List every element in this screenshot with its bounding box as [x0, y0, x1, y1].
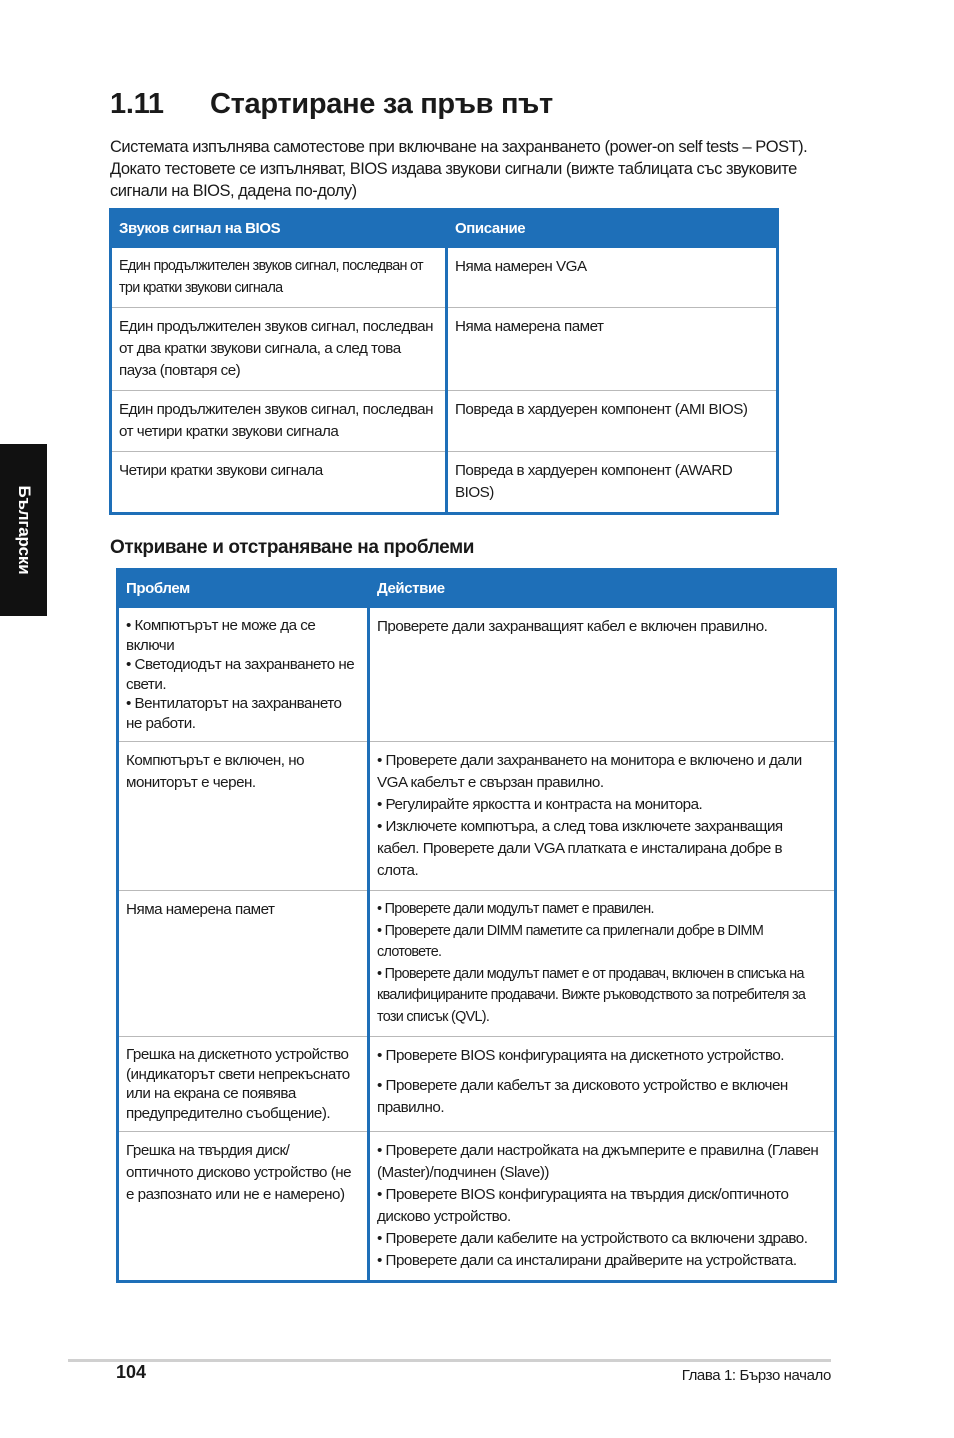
problem-line: Компютърът е включен, но мониторът е черен.	[126, 752, 305, 791]
action-line: • Проверете дали кабелът за дисковото устройство е включен правилно.	[377, 1077, 788, 1116]
action-line: • Проверете BIOS конфигурацията на твърдия диск/оптичното дисково устройство.	[377, 1186, 789, 1225]
action-line: • Проверете дали са инсталирани драйверите на устройствата.	[377, 1252, 797, 1269]
section-number: 1.11	[110, 88, 164, 120]
table-row	[118, 742, 836, 891]
problem-line: • Светодиодът на захранването не свети.	[126, 656, 355, 693]
action-line: • Проверете дали модулът памет е правилен.	[377, 901, 654, 917]
description-cell: Повреда в хардуерен компонент (AWARD BIOS)	[447, 452, 778, 514]
action-line: • Проверете дали настройката на джъмперите е правилна (Главен (Master)/подчинен (Slave))	[377, 1142, 819, 1181]
table-row	[111, 308, 778, 391]
table-header-row	[111, 210, 778, 247]
column-header-beep: Звуков сигнал на BIOS	[111, 210, 447, 247]
language-side-tab	[0, 444, 47, 616]
problem-line: Грешка на твърдия диск/ оптичното дисково устройство (не е разпознато или не е намерено)	[126, 1142, 352, 1203]
spacer	[377, 1067, 824, 1075]
action-line: • Проверете дали DIMM паметите са прилегнали добре в DIMM слотовете.	[377, 922, 764, 960]
action-cell	[369, 1132, 836, 1282]
action-line: Проверете дали захранващият кабел е включен правилно.	[377, 618, 768, 635]
action-line: • Изключете компютъра, а след това изключете захранващия кабел. Проверете дали VGA платката е инсталирана добре в слота.	[377, 818, 783, 879]
description-cell: Няма намерен VGA	[447, 247, 778, 308]
beep-cell: Четири кратки звукови сигнала	[111, 452, 447, 514]
action-line: • Регулирайте яркостта и контраста на монитора.	[377, 796, 703, 813]
column-header-action: Действие	[369, 570, 836, 607]
footer-divider	[68, 1359, 831, 1362]
action-line: • Проверете BIOS конфигурацията на дискетното устройство.	[377, 1047, 785, 1064]
column-header-description: Описание	[447, 210, 778, 247]
problem-cell	[118, 1037, 369, 1132]
page-number: 104	[116, 1362, 147, 1382]
action-line: • Проверете дали модулът памет е от продавач, включен в списъка на квалифицираните продавачи. Вижте ръководството за потребителя за този списък (QVL).	[377, 965, 806, 1025]
problem-line: • Вентилаторът на захранването не работи.	[126, 695, 342, 732]
table-row	[111, 391, 778, 452]
troubleshooting-table	[116, 568, 837, 1283]
column-header-problem: Проблем	[118, 570, 369, 607]
action-cell	[369, 891, 836, 1037]
table-row	[118, 891, 836, 1037]
section-heading	[110, 88, 553, 121]
table-row	[111, 247, 778, 308]
problem-cell	[118, 1132, 369, 1282]
problem-cell	[118, 607, 369, 742]
problem-line: Няма намерена памет	[126, 901, 275, 918]
table-row	[118, 607, 836, 742]
action-line: • Проверете дали кабелите на устройството са включени здраво.	[377, 1230, 808, 1247]
action-cell	[369, 1037, 836, 1132]
table-row	[111, 452, 778, 514]
section-title: Стартиране за пръв път	[210, 88, 553, 120]
problem-cell	[118, 891, 369, 1037]
beep-cell: Един продължителен звуков сигнал, последван от три кратки звукови сигнала	[111, 247, 447, 308]
action-cell	[369, 742, 836, 891]
problem-cell	[118, 742, 369, 891]
action-line: • Проверете дали захранването на монитора е включено и дали VGA кабелът е свързан правилно.	[377, 752, 802, 791]
beep-cell: Един продължителен звуков сигнал, последван от четири кратки звукови сигнала	[111, 391, 447, 452]
action-cell	[369, 607, 836, 742]
description-cell: Повреда в хардуерен компонент (AMI BIOS)	[447, 391, 778, 452]
table-row	[118, 1037, 836, 1132]
bios-beep-table	[109, 208, 779, 515]
troubleshooting-heading: Откриване и отстраняване на проблеми	[110, 537, 475, 558]
table-row	[118, 1132, 836, 1282]
problem-line: • Компютърът не може да се включи	[126, 617, 316, 654]
table-header-row	[118, 570, 836, 607]
description-cell: Няма намерена памет	[447, 308, 778, 391]
problem-line: Грешка на дискетното устройство (индикаторът свети непрекъснато или на екрана се появява предупредително съобщение).	[126, 1046, 350, 1122]
beep-cell: Един продължителен звуков сигнал, последван от два кратки звукови сигнала, а след това пауза (повтаря се)	[111, 308, 447, 391]
language-label: Български	[14, 485, 34, 575]
intro-paragraph: Системата изпълнява самотестове при включване на захранването (power-on self tests – POST). Докато тестовете се изпълняват, BIOS издава звукови сигнали (вижте таблицата със звуковите сигнали на BIOS, дадена по-долу)	[110, 138, 808, 200]
chapter-title: Глава 1: Бързо начало	[681, 1367, 831, 1384]
